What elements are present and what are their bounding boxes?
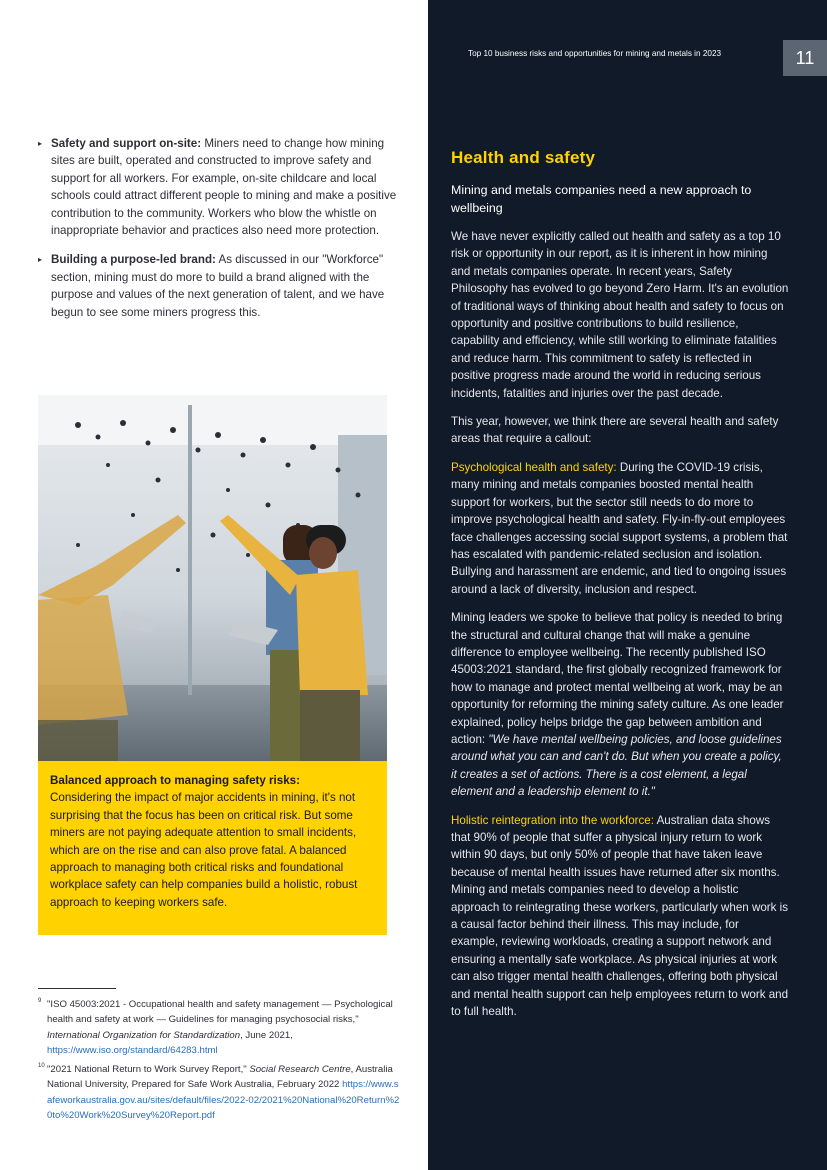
footnote-date: , June 2021,	[240, 1029, 293, 1041]
footnote-rule	[38, 988, 116, 989]
bullet-arrow-icon: ▸	[38, 255, 43, 265]
bullet-lead: Building a purpose-led brand:	[51, 253, 216, 267]
paragraph-text: Mining leaders we spoke to believe that policy is needed to bring the structural and cultural change that will make a genuine difference to employee wellbeing. The recently published ISO 45003:2021 standard, the first globally recognized framework for how to manage and protect mental wellbeing at work, may be an opportunity for reforming the mining safety culture. As one leader explained, policy helps bridge the gap between ambition and action:	[451, 611, 784, 746]
footnote	[38, 997, 400, 1058]
section-title: Health and safety	[451, 148, 596, 167]
bullet-text: Miners need to change how mining sites are built, operated and constructed to improve safety and support for all workers. For example, on-site childcare and local schools could attract different people to mining and make a positive contribution to the community. Workers who blow the whistle on inappropriate behavior and practices also need more protection.	[51, 137, 397, 238]
page-number: 11	[783, 40, 827, 76]
paragraph	[451, 609, 789, 800]
callout-box	[38, 761, 387, 935]
footnote-number: 10	[38, 1063, 45, 1070]
footnotes	[38, 997, 400, 1127]
leader-quote: "We have mental wellbeing policies, and loose guidelines around what you can and can't do. But when you create a policy, it creates a set of actions. There is a cost element, a legal element and a leadership element to it."	[451, 732, 782, 799]
paragraph-text: Australian data shows that 90% of people that suffer a physical injury return to work within 90 days, but only 50% of people that have taken leave because of mental health issues have returned after six months. Mining and metals companies need to develop a holistic approach to reintegrating these workers, particularly when work is a causal factor behind their illness. This may include, for example, reviewing workloads, creating a support network and ensuring a mentally safe workplace. As physical injuries at work can also trigger mental health challenges, offering both physical and mental health support can help employees return to work and to full health.	[451, 813, 789, 1019]
footnote-text: "ISO 45003:2021 - Occupational health and safety management — Psychological health and safety at work — Guidelines for managing psychosocial risks,"	[47, 999, 393, 1026]
footnote	[38, 1062, 400, 1123]
section-subtitle: Mining and metals companies need a new approach to wellbeing	[451, 183, 752, 215]
footnote-link[interactable]: https://www.safeworkaustralia.gov.au/sites/default/files/2022-02/2021%20National%20Return%20to%20Work%20Survey%20Report.pdf	[47, 1079, 400, 1122]
callout-text: Considering the impact of major accidents in mining, it's not surprising that the focus has been on critical risk. But some miners are not paying adequate attention to small incidents, which are on the rise and can also prove fatal. A balanced approach to managing both critical risks and foundational workplace safety can help companies build a holistic, robust approach to keeping workers safe.	[50, 791, 358, 909]
bullet-item	[38, 251, 400, 321]
highlight-lead: Holistic reintegration into the workforce:	[451, 813, 654, 827]
highlight-lead: Psychological health and safety:	[451, 460, 617, 474]
bullet-lead: Safety and support on-site:	[51, 137, 202, 150]
bullet-list	[38, 135, 400, 333]
bullet-text: As discussed in our "Workforce" section, mining must do more to build a brand aligned with the purpose and values of the next generation of talent, and we have begun to see some miners progress this.	[51, 253, 385, 319]
running-title: Top 10 business risks and opportunities for mining and metals in 2023	[468, 49, 722, 58]
paragraph	[451, 812, 789, 1021]
bullet-arrow-icon: ▸	[38, 139, 43, 148]
paragraph: We have never explicitly called out health and safety as a top 10 risk or opportunity in our report, as it is inherent in how mining and metals companies operate. In recent years, Safety Philosophy has evolved to go beyond Zero Harm. It's an evolution of traditional ways of thinking about health and safety to focus on opportunity and positive contributions to build resilience, capability and efficiency, while still working to eliminate fatalities and reduce harm. This commitment to safety is reflected in positive progress made around the world in reducing serious incidents, fatalities and injuries over the past decade.	[451, 230, 789, 400]
callout-heading: Balanced approach to managing safety risks:	[50, 774, 300, 787]
paragraph-text: During the COVID-19 crisis, many mining and metals companies boosted mental health support for workers, but the sector still needs to do more to improve psychological health and safety. Fly-in-fly-out employees face challenges accessing social support systems, a problem that has escalated with pandemic-related seclusion and isolation. Bullying and harassment are endemic, and tied to ongoing issues around a lack of diversity, inclusion and respect.	[451, 460, 788, 596]
footnote-link[interactable]: https://www.iso.org/standard/64283.html	[47, 1044, 218, 1056]
office-photo	[38, 395, 387, 761]
footnote-source: Social Research Centre	[249, 1064, 351, 1076]
bullet-item	[38, 135, 400, 239]
paragraph: This year, however, we think there are several health and safety areas that require a callout:	[451, 415, 779, 446]
footnote-source: International Organization for Standardization	[47, 1029, 241, 1041]
right-body	[451, 228, 789, 1031]
footnote-text: "2021 National Return to Work Survey Report,"	[47, 1064, 250, 1076]
footnote-date: , Australia National University, Prepared for Safe Work Australia, February 2022	[47, 1064, 393, 1091]
paragraph	[451, 459, 789, 598]
footnote-number: 9	[38, 998, 42, 1004]
